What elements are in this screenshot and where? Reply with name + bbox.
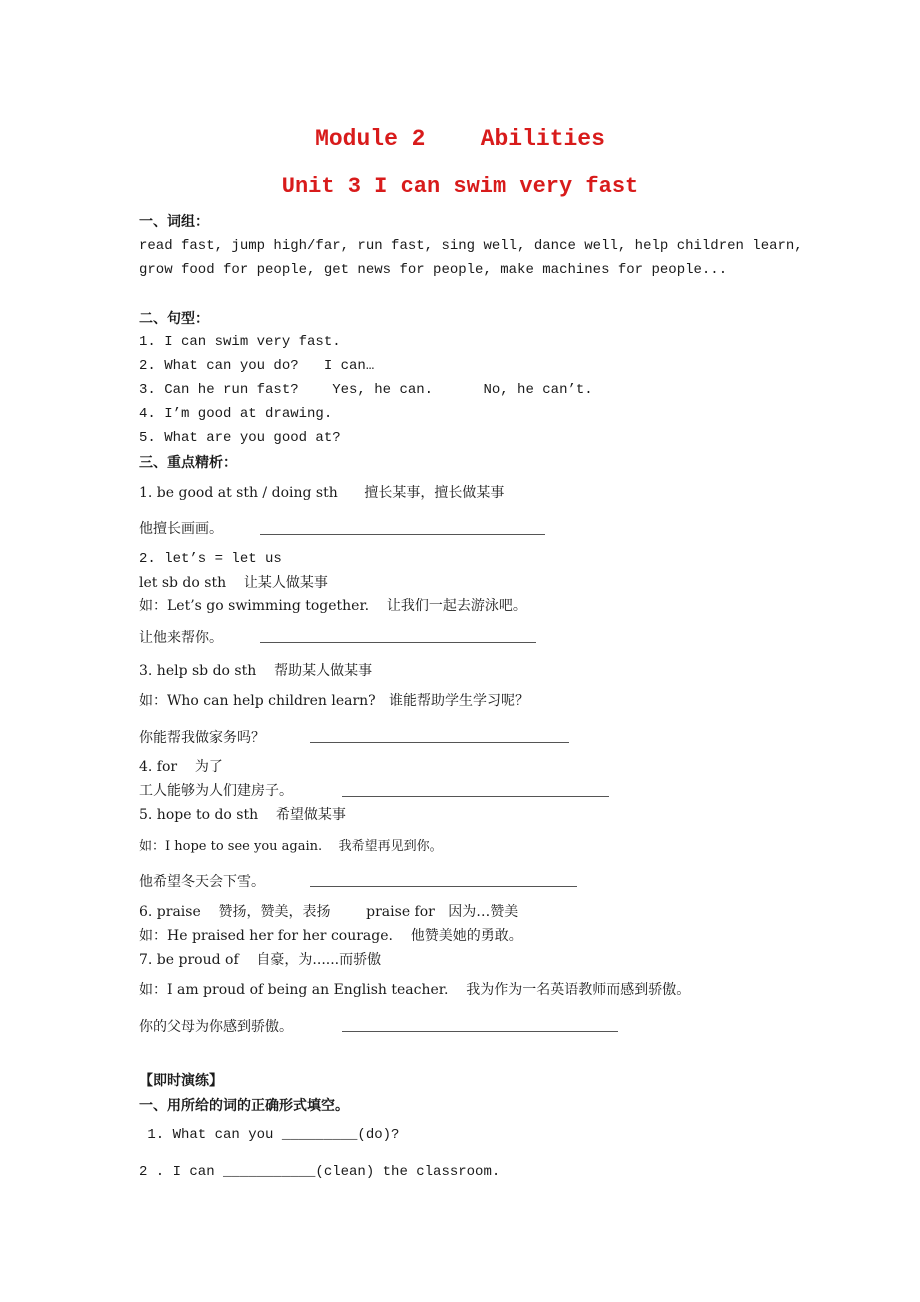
sentence-2: 2. What can you do? I can… [139, 358, 375, 374]
answer-blank-4[interactable] [342, 796, 609, 797]
phrases-line-2: grow food for people, get news for people, make machines for people... [139, 262, 728, 278]
sentence-3: 3. Can he run fast? Yes, he can. No, he can’t. [139, 382, 593, 398]
practice-subheading: 一、用所给的词的正确形式填空。 [139, 1098, 349, 1114]
practice-question-2: 2 . I can ___________(clean) the classroom. [139, 1164, 501, 1180]
point-3-exercise: 你能帮我做家务吗？ [139, 730, 265, 746]
sentences-heading: 二、句型： [139, 311, 209, 327]
practice-heading: 【即时演练】 [139, 1073, 223, 1089]
point-3-example: 如：Who can help children learn? 谁能帮助学生学习呢？ [139, 693, 530, 709]
point-2-line-2: let sb do sth 让某人做某事 [139, 575, 328, 591]
point-7-example: 如：I am proud of being an English teacher. 我为作为一名英语教师而感到骄傲。 [139, 982, 691, 998]
point-5-exercise: 他希望冬天会下雪。 [139, 874, 265, 890]
point-5-title: 5. hope to do sth 希望做某事 [139, 807, 346, 823]
unit-title: Unit 3 I can swim very fast [281, 174, 639, 199]
point-6-example: 如：He praised her for her courage. 他赞美她的勇敢。 [139, 928, 523, 944]
answer-blank-2[interactable] [260, 642, 536, 643]
point-2-title: 2. let’s = let us [139, 551, 282, 567]
phrases-line-1: read fast, jump high/far, run fast, sing well, dance well, help children learn, [139, 238, 803, 254]
sentence-4: 4. I’m good at drawing. [139, 406, 333, 422]
sentence-5: 5. What are you good at? [139, 430, 341, 446]
point-2-exercise: 让他来帮你。 [139, 630, 223, 646]
point-1-exercise: 他擅长画画。 [139, 521, 223, 537]
point-6-title: 6. praise 赞扬，赞美，表扬 praise for 因为…赞美 [139, 904, 519, 920]
module-title: Module 2 Abilities [315, 126, 605, 152]
point-5-example: 如：I hope to see you again. 我希望再见到你。 [139, 839, 443, 854]
point-2-example: 如：Let’s go swimming together. 让我们一起去游泳吧。 [139, 598, 527, 614]
answer-blank-1[interactable] [260, 534, 545, 535]
analysis-heading: 三、重点精析： [139, 455, 237, 471]
point-4-title: 4. for 为了 [139, 759, 223, 775]
answer-blank-3[interactable] [310, 742, 569, 743]
answer-blank-7[interactable] [342, 1031, 618, 1032]
point-3-title: 3. help sb do sth 帮助某人做某事 [139, 663, 373, 679]
point-4-exercise: 工人能够为人们建房子。 [139, 783, 293, 799]
practice-question-1: 1. What can you _________(do)? [139, 1127, 400, 1143]
point-7-title: 7. be proud of 自豪，为......而骄傲 [139, 952, 382, 968]
answer-blank-5[interactable] [310, 886, 577, 887]
phrases-heading: 一、词组： [139, 214, 209, 230]
point-1-title: 1. be good at sth / doing sth 擅长某事，擅长做某事 [139, 485, 505, 501]
point-7-exercise: 你的父母为你感到骄傲。 [139, 1019, 293, 1035]
sentence-1: 1. I can swim very fast. [139, 334, 341, 350]
